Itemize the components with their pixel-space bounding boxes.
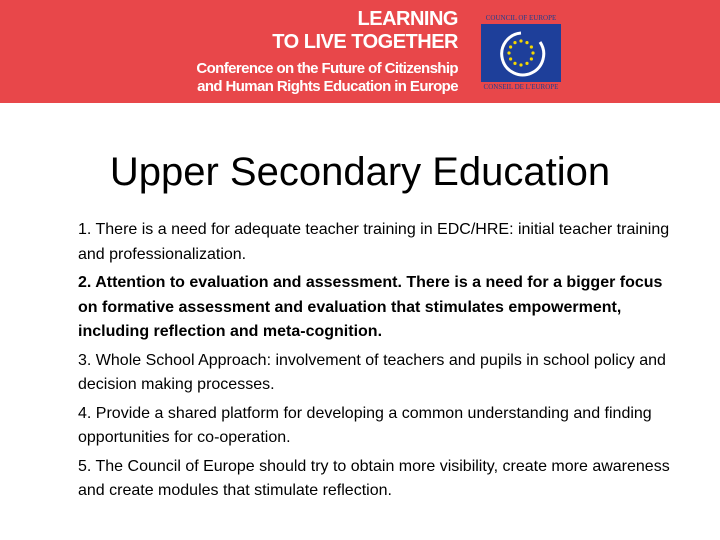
flag-star-icon bbox=[525, 62, 528, 65]
flag-star-icon bbox=[519, 63, 522, 66]
flag-star-icon bbox=[530, 57, 533, 60]
logo-text-english: COUNCIL OF EUROPE bbox=[485, 14, 557, 22]
header-banner bbox=[0, 0, 720, 103]
flag-star-icon bbox=[519, 39, 522, 42]
flag-star-icon bbox=[513, 62, 516, 65]
point-2: 2. Attention to evaluation and assessment. There is a need for a bigger focus on formative assessment and evaluation that stimulates empowerment, including reflection and meta-cognition. bbox=[78, 274, 663, 340]
point-4: 4. Provide a shared platform for developing a common understanding and finding opportunities for co-operation. bbox=[78, 404, 652, 446]
conference-subtitle bbox=[196, 60, 458, 96]
title-line-2: TO LIVE TOGETHER bbox=[272, 31, 458, 53]
council-of-europe-logo bbox=[476, 14, 566, 92]
point-5: 5. The Council of Europe should try to obtain more visibility, create more awareness and create modules that stimulate reflection. bbox=[78, 457, 670, 499]
point-3: 3. Whole School Approach: involvement of teachers and pupils in school policy and decision making processes. bbox=[78, 351, 666, 393]
title-line-1: LEARNING bbox=[357, 8, 458, 30]
flag-star-icon bbox=[531, 51, 534, 54]
council-of-europe-flag-icon bbox=[481, 24, 561, 82]
slide-body bbox=[78, 218, 678, 508]
subtitle-line-1: Conference on the Future of Citizenship bbox=[196, 60, 458, 77]
flag-star-icon bbox=[509, 57, 512, 60]
flag-star-icon bbox=[525, 41, 528, 44]
subtitle-line-2: and Human Rights Education in Europe bbox=[197, 78, 458, 95]
flag-star-icon bbox=[507, 51, 510, 54]
flag-star-icon bbox=[530, 45, 533, 48]
flag-star-icon bbox=[509, 45, 512, 48]
point-1: 1. There is a need for adequate teacher training in EDC/HRE: initial teacher training and professionalization. bbox=[78, 221, 670, 263]
conference-title bbox=[272, 8, 458, 54]
logo-text-french: CONSEIL DE L'EUROPE bbox=[483, 83, 559, 91]
flag-star-icon bbox=[513, 41, 516, 44]
slide-title: Upper Secondary Education bbox=[109, 150, 611, 194]
